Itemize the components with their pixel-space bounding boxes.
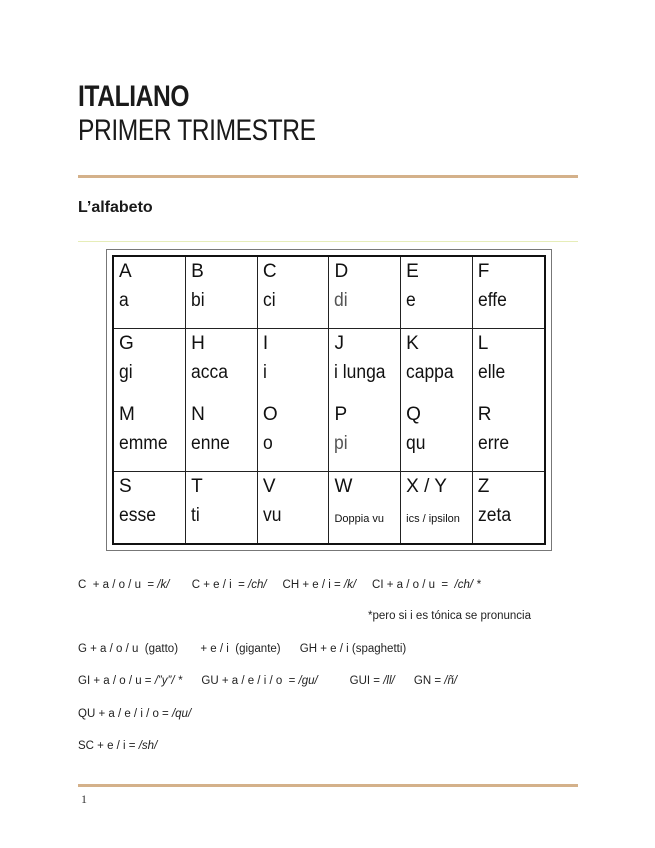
rule-qu-ipa: /qu/ [171,708,192,720]
letter: G [119,333,134,354]
rule-line-c [78,579,481,591]
rule-c-e: C + e / i = [169,579,249,591]
rule-sc: SC + e / i = [78,740,139,752]
rule-ci: CI + a / o / u = [356,579,455,591]
letter-name: bi [191,290,205,311]
alphabet-table-frame [112,255,546,545]
alphabet-cell [186,400,258,472]
alphabet-cell [401,400,473,472]
heading-underline [78,241,578,242]
letter-name: e [406,290,416,311]
rule-ci-ipa: /ch/ * [454,579,481,591]
letter-name: i [262,362,267,383]
rule-line-gi [78,675,457,687]
letter: X / Y [406,476,447,497]
rule-ch: CH + e / i = [266,579,344,591]
letter: K [406,333,419,354]
alphabet-cell [257,257,329,329]
letter-name: zeta [477,505,511,526]
letter-name: pi [334,433,349,454]
document-title [78,80,368,148]
alphabet-image [106,249,552,551]
alphabet-row [114,472,544,544]
rule-gu-ipa: /gu/ [298,675,318,687]
letter: E [406,261,419,282]
letter: A [119,261,132,282]
letter: B [191,261,204,282]
rule-line-g: G + a / o / u (gatto) + e / i (gigante) GH + e / i (spaghetti) [78,643,407,655]
letter: O [262,404,278,425]
letter: W [334,476,353,497]
alphabet-cell [257,400,329,472]
alphabet-cell [472,257,544,329]
rule-gn-ipa: /ñ/ [444,675,458,687]
letter: S [119,476,132,497]
footnote: *pero si i es tónica se pronuncia [368,610,532,622]
letter: M [119,404,135,425]
letter-name: ics / ipsilon [406,513,460,525]
rule-line-sc [78,740,157,752]
letter-name: ci [262,290,276,311]
letter: T [191,476,203,497]
alphabet-cell [472,472,544,544]
page-number: 1 [81,792,87,806]
letter-name: o [262,433,273,454]
alphabet-cell [329,400,401,472]
alphabet-cell [329,329,401,401]
alphabet-table [114,257,544,543]
alphabet-cell [114,400,186,472]
title-divider [78,175,578,178]
alphabet-cell [114,329,186,401]
letter-name: gi [119,362,133,383]
alphabet-row [114,329,544,401]
alphabet-cell [257,472,329,544]
title-line-1: ITALIANO [78,80,190,113]
alphabet-cell [186,329,258,401]
section-heading: L’alfabeto [78,199,153,216]
letter-name: enne [191,433,231,454]
rule-qu: QU + a / e / i / o = [78,708,172,720]
rule-sc-ipa: /sh/ [138,740,158,752]
letter-name: qu [406,433,426,454]
letter-name: cappa [406,362,454,383]
letter: R [477,404,492,425]
rule-c-a: C + a / o / u = [78,579,158,591]
alphabet-cell [257,329,329,401]
letter-name: esse [119,505,156,526]
rule-gn: GN = [394,675,445,687]
alphabet-cell [114,472,186,544]
letter: F [477,261,490,282]
rule-gu: GU + a / e / i / o = [182,675,299,687]
letter-name: i lunga [334,362,386,383]
letter: C [262,261,277,282]
rule-gi-ipa: /”y”/ * [154,675,183,687]
letter: N [191,404,205,425]
letter: L [477,333,489,354]
alphabet-cell [114,257,186,329]
letter: Q [406,404,421,425]
letter: H [191,333,205,354]
letter-name: erre [477,433,509,454]
rule-gi: GI + a / o / u = [78,675,155,687]
footer-divider [78,784,578,787]
alphabet-cell [401,329,473,401]
letter-name: acca [191,362,229,383]
letter-name: a [119,290,129,311]
letter-name: effe [477,290,507,311]
alphabet-row [114,400,544,472]
rule-c-e-ipa: /ch/ [248,579,267,591]
letter-name: di [334,290,349,311]
rule-line-qu [78,708,191,720]
alphabet-cell [329,472,401,544]
alphabet-cell [329,257,401,329]
rule-gui: GUI = [317,675,384,687]
letter-name: Doppia vu [334,513,385,525]
letter-name: ti [191,505,200,526]
alphabet-cell [186,472,258,544]
title-line-2: PRIMER TRIMESTRE [78,114,316,147]
letter-name: elle [477,362,505,383]
alphabet-row [114,257,544,329]
letter-name: emme [119,433,168,454]
rule-ch-ipa: /k/ [343,579,357,591]
alphabet-cell [472,400,544,472]
letter: P [334,404,348,425]
alphabet-cell [401,472,473,544]
letter: V [262,476,276,497]
letter: D [334,261,349,282]
rule-gui-ipa: /ll/ [383,675,395,687]
alphabet-cell [472,329,544,401]
letter: I [262,333,269,354]
rule-c-a-ipa: /k/ [157,579,170,591]
letter: J [334,333,344,354]
letter-name: vu [262,505,282,526]
alphabet-cell [401,257,473,329]
alphabet-cell [186,257,258,329]
letter: Z [477,476,490,497]
